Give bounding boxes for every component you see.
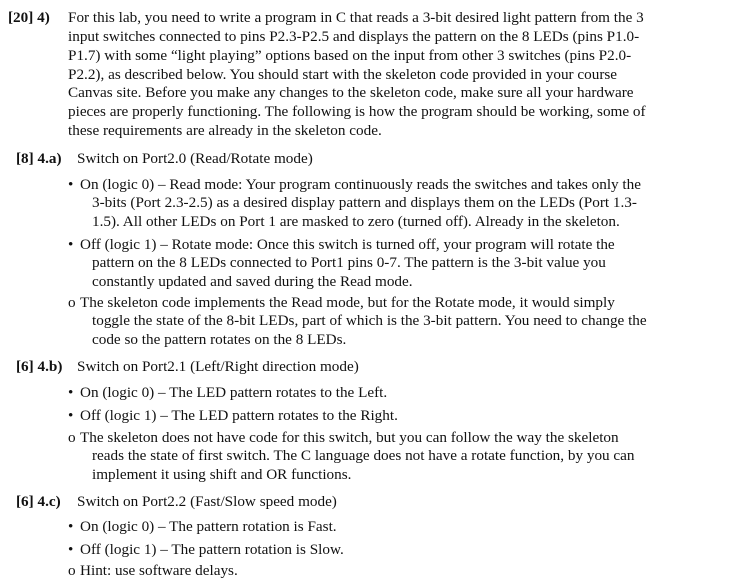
bullet-filled: • <box>68 384 74 401</box>
bullet-filled: • <box>68 518 74 535</box>
bullet-filled: • <box>68 407 74 424</box>
part-b-title: Switch on Port2.1 (Left/Right direction mode) <box>77 358 359 375</box>
question-points: [20] 4) <box>8 9 50 26</box>
bullet-filled: • <box>68 176 74 193</box>
part-b-note-line: implement it using shift and OR functions. <box>92 466 352 483</box>
part-b-points: [6] 4.b) <box>16 358 63 375</box>
part-c-title: Switch on Port2.2 (Fast/Slow speed mode) <box>77 493 337 510</box>
part-a-off-line: Off (logic 1) – Rotate mode: Once this switch is turned off, your program will rotate the <box>80 236 615 253</box>
bullet-filled: • <box>68 236 74 253</box>
bullet-hollow: o <box>68 429 76 446</box>
bullet-filled: • <box>68 541 74 558</box>
part-c-on: On (logic 0) – The pattern rotation is Fast. <box>80 518 337 535</box>
part-a-title: Switch on Port2.0 (Read/Rotate mode) <box>77 150 313 167</box>
part-b-note-line: The skeleton does not have code for this switch, but you can follow the way the skeleton <box>80 429 619 446</box>
part-a-note-line: The skeleton code implements the Read mode, but for the Rotate mode, it would simply <box>80 294 615 311</box>
intro-line: these requirements are already in the skeleton code. <box>68 122 382 139</box>
part-c-off: Off (logic 1) – The pattern rotation is Slow. <box>80 541 344 558</box>
part-a-on-line: 3-bits (Port 2.3-2.5) as a desired display pattern and displays them on the LEDs (Port 1.3- <box>92 194 637 211</box>
part-b-on: On (logic 0) – The LED pattern rotates to the Left. <box>80 384 388 401</box>
part-a-off-line: constantly updated and saved during the Read mode. <box>92 273 413 290</box>
bullet-hollow: o <box>68 294 76 311</box>
intro-line: Canvas site. Before you make any changes to the skeleton code, make sure all your hardware <box>68 84 634 101</box>
bullet-hollow: o <box>68 562 76 579</box>
part-c-hint: Hint: use software delays. <box>80 562 238 579</box>
part-a-off-line: pattern on the 8 LEDs connected to Port1 pins 0-7. The pattern is the 3-bit value you <box>92 254 606 271</box>
part-b-off: Off (logic 1) – The LED pattern rotates to the Right. <box>80 407 398 424</box>
part-c-points: [6] 4.c) <box>16 493 61 510</box>
intro-line: For this lab, you need to write a program in C that reads a 3-bit desired light pattern from the 3 <box>68 9 644 26</box>
part-a-note-line: toggle the state of the 8-bit LEDs, part of which is the 3-bit pattern. You need to change the <box>92 312 647 329</box>
intro-line: P1.7) with some “light playing” options based on the input from other 3 switches (pins P2.0- <box>68 47 632 64</box>
part-b-note-line: reads the state of first switch. The C language does not have a rotate function, by you can <box>92 447 635 464</box>
intro-line: pieces are properly functioning. The following is how the program should be working, some of <box>68 103 646 120</box>
part-a-points: [8] 4.a) <box>16 150 62 167</box>
intro-line: P2.2), as described below. You should start with the skeleton code provided in your course <box>68 66 618 83</box>
part-a-on-line: 1.5). All other LEDs on Port 1 are masked to zero (turned off). Already in the skeleton. <box>92 213 620 230</box>
intro-line: input switches connected to pins P2.3-P2.5 and displays the pattern on the 8 LEDs (pins P1.0- <box>68 28 640 45</box>
part-a-note-line: code so the pattern rotates on the 8 LEDs. <box>92 331 347 348</box>
part-a-on-line: On (logic 0) – Read mode: Your program continuously reads the switches and takes only the <box>80 176 641 193</box>
